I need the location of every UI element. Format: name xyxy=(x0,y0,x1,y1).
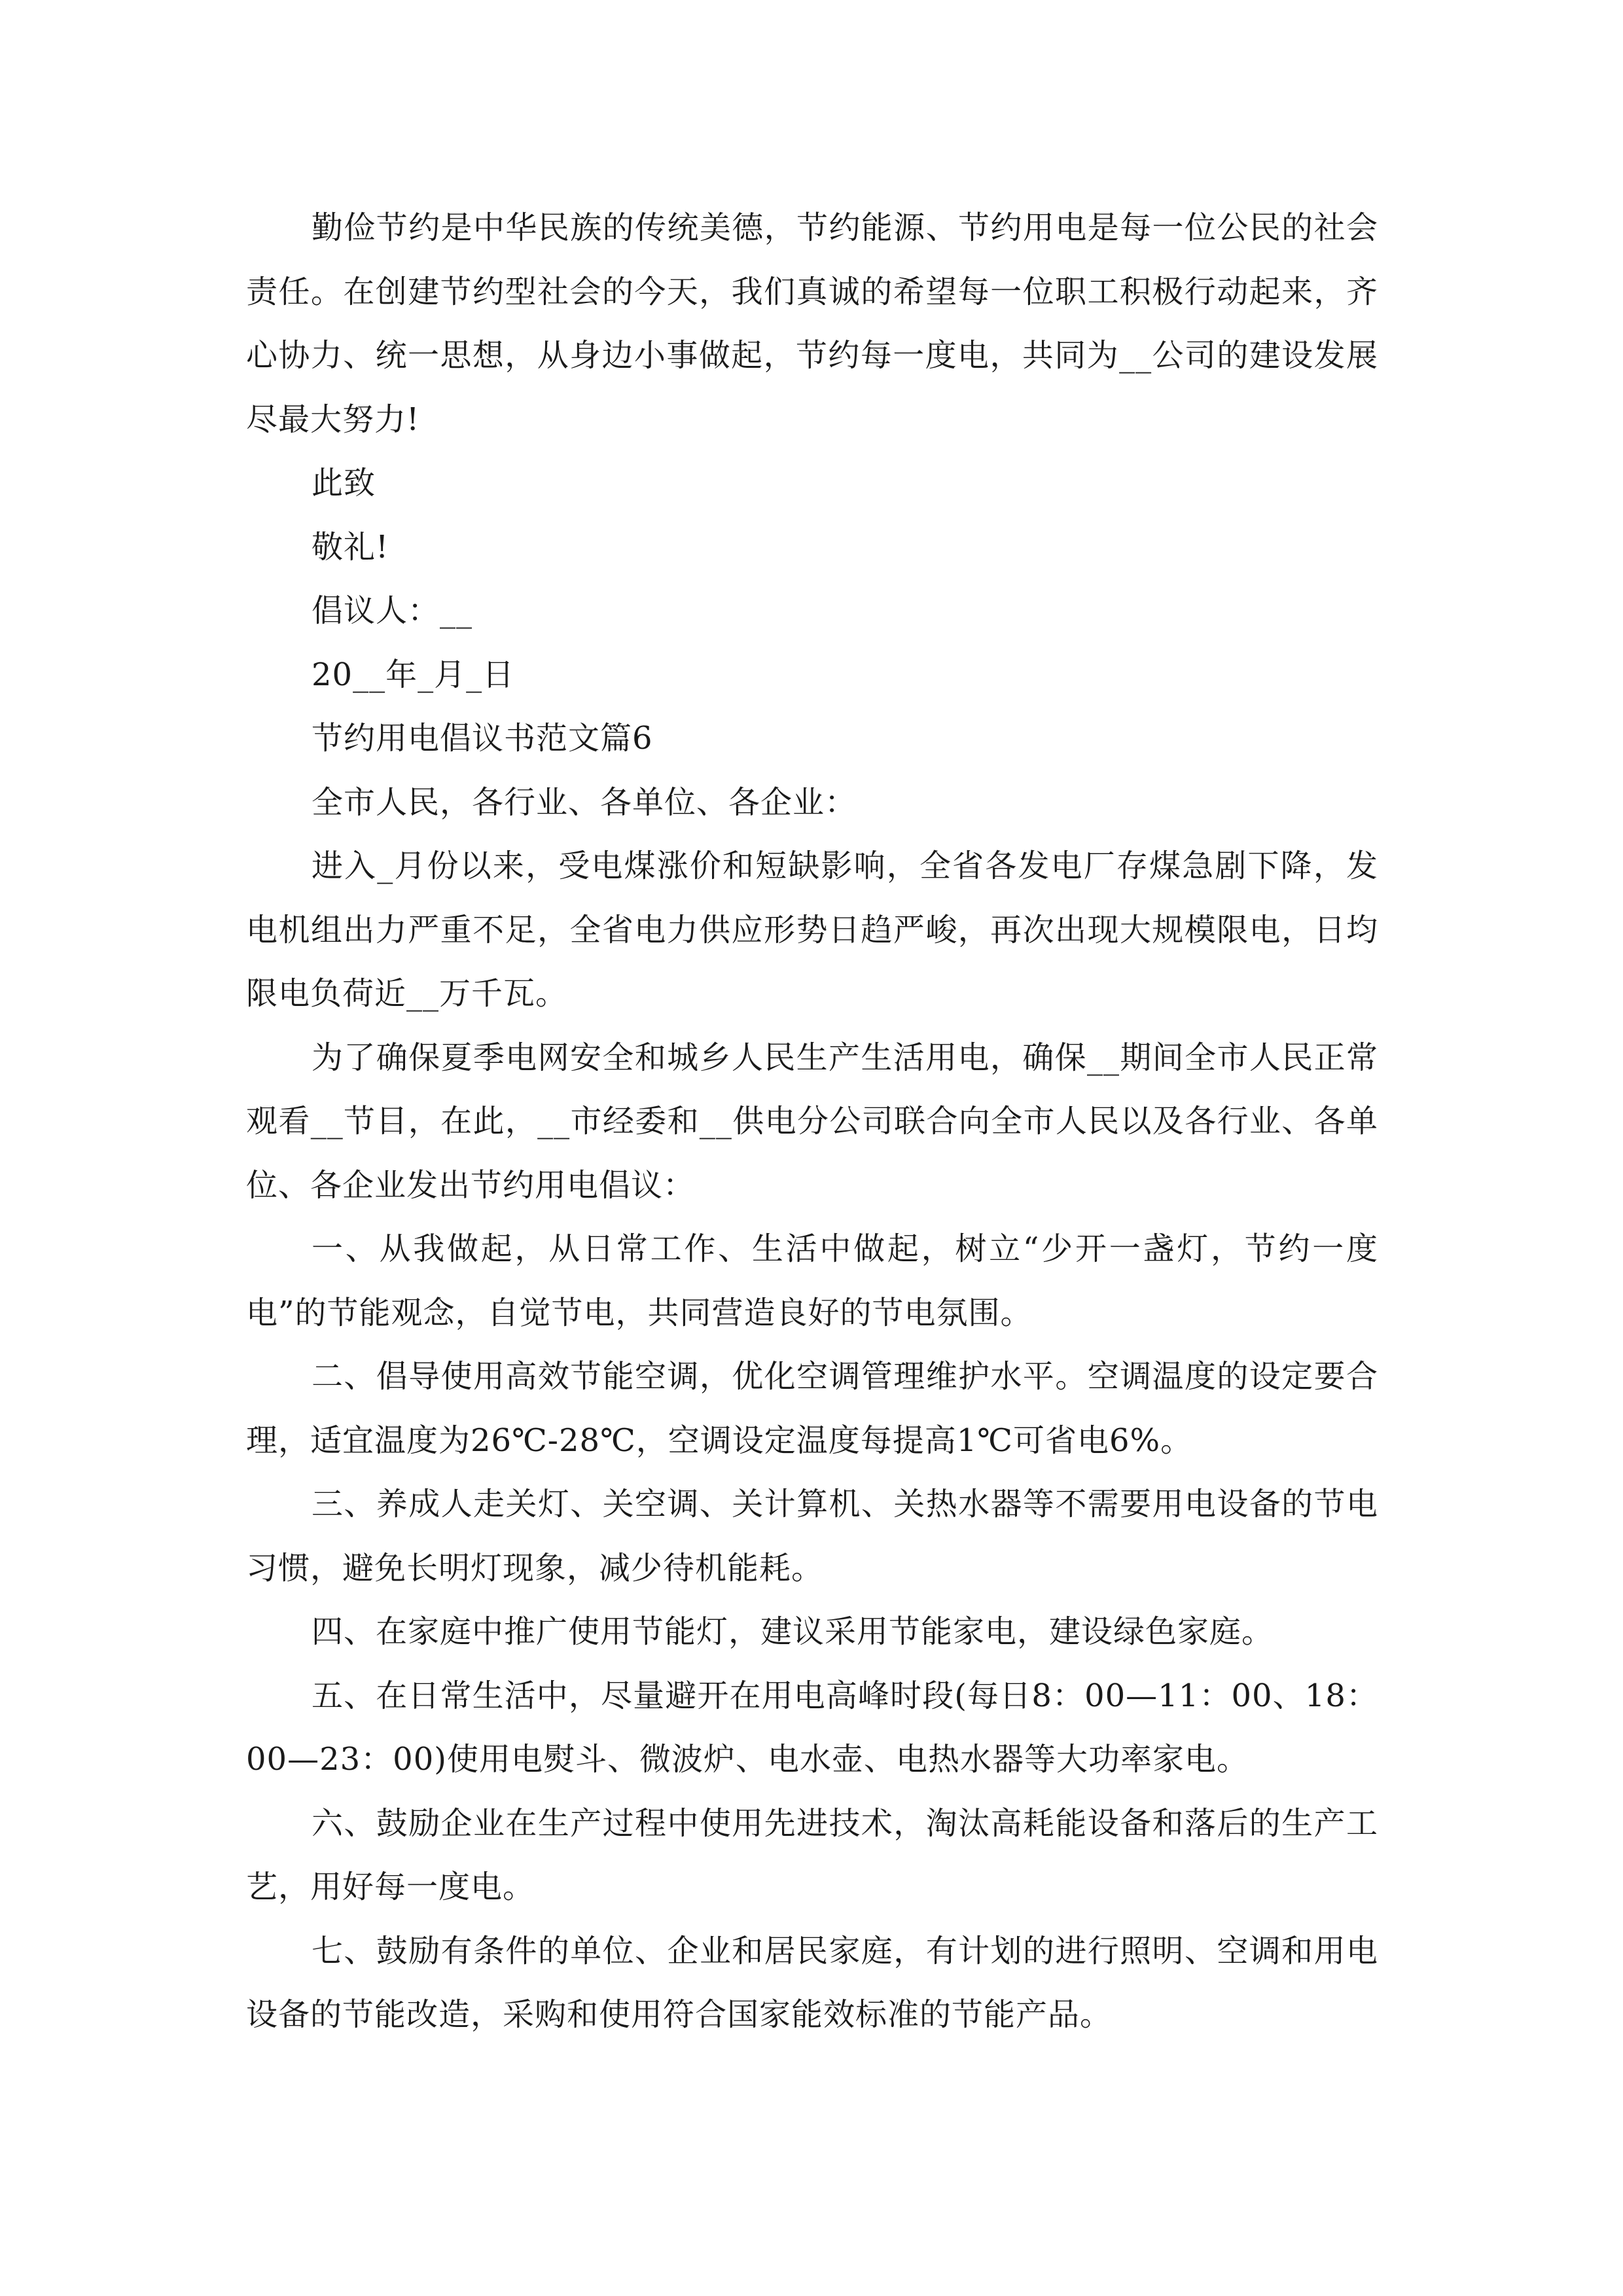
paragraph-conservation-duty: 勤俭节约是中华民族的传统美德，节约能源、节约用电是每一位公民的社会责任。在创建节约型社会的今天，我们真诚的希望每一位职工积极行动起来，齐心协力、统一思想，从身边小事做起，节约每一度电，共同为__公司的建设发展尽最大努力! xyxy=(246,209,1378,438)
paragraph-initiative: 为了确保夏季电网安全和城乡人民生产生活用电，确保__期间全市人民正常观看__节目，在此，__市经委和__供电分公司联合向全市人民以及各行业、各单位、各企业发出节约用电倡议： xyxy=(246,1039,1378,1204)
section-heading: 节约用电倡议书范文篇6 xyxy=(312,720,653,757)
paragraph-item-1: 一、从我做起，从日常工作、生活中做起，树立“少开一盏灯，节约一度电”的节能观念，自觉节电，共同营造良好的节电氛围。 xyxy=(246,1230,1378,1331)
body-text xyxy=(246,196,1378,2047)
paragraph-salutation: 此致 xyxy=(312,465,376,501)
paragraph-addressee: 全市人民，各行业、各单位、各企业： xyxy=(312,783,857,821)
paragraph-item-6: 六、鼓励企业在生产过程中使用先进技术，淘汰高耗能设备和落后的生产工艺，用好每一度电。 xyxy=(246,1804,1378,1905)
paragraph-item-5: 五、在日常生活中，尽量避开在用电高峰时段(每日8：00—11：00、18：00—23：00)使用电熨斗、微波炉、电水壶、电热水器等大功率家电。 xyxy=(246,1677,1378,1778)
paragraph-regards: 敬礼! xyxy=(312,528,389,565)
paragraph-item-2: 二、倡导使用高效节能空调，优化空调管理维护水平。空调温度的设定要合理，适宜温度为26℃-28℃，空调设定温度每提高1℃可省电6%。 xyxy=(246,1358,1378,1459)
paragraph-item-7: 七、鼓励有条件的单位、企业和居民家庭，有计划的进行照明、空调和用电设备的节能改造，采购和使用符合国家能效标准的节能产品。 xyxy=(246,1932,1378,2033)
paragraph-proposer: 倡议人：__ xyxy=(312,592,473,629)
paragraph-background: 进入_月份以来，受电煤涨价和短缺影响，全省各发电厂存煤急剧下降，发电机组出力严重不足，全省电力供应形势日趋严峻，再次出现大规模限电，日均限电负荷近__万千瓦。 xyxy=(246,848,1378,1012)
paragraph-date: 20__年_月_日 xyxy=(312,656,515,693)
paragraph-item-3: 三、养成人走关灯、关空调、关计算机、关热水器等不需要用电设备的节电习惯，避免长明灯现象，减少待机能耗。 xyxy=(246,1486,1378,1587)
paragraph-item-4: 四、在家庭中推广使用节能灯，建议采用节能家电，建设绿色家庭。 xyxy=(312,1613,1274,1650)
